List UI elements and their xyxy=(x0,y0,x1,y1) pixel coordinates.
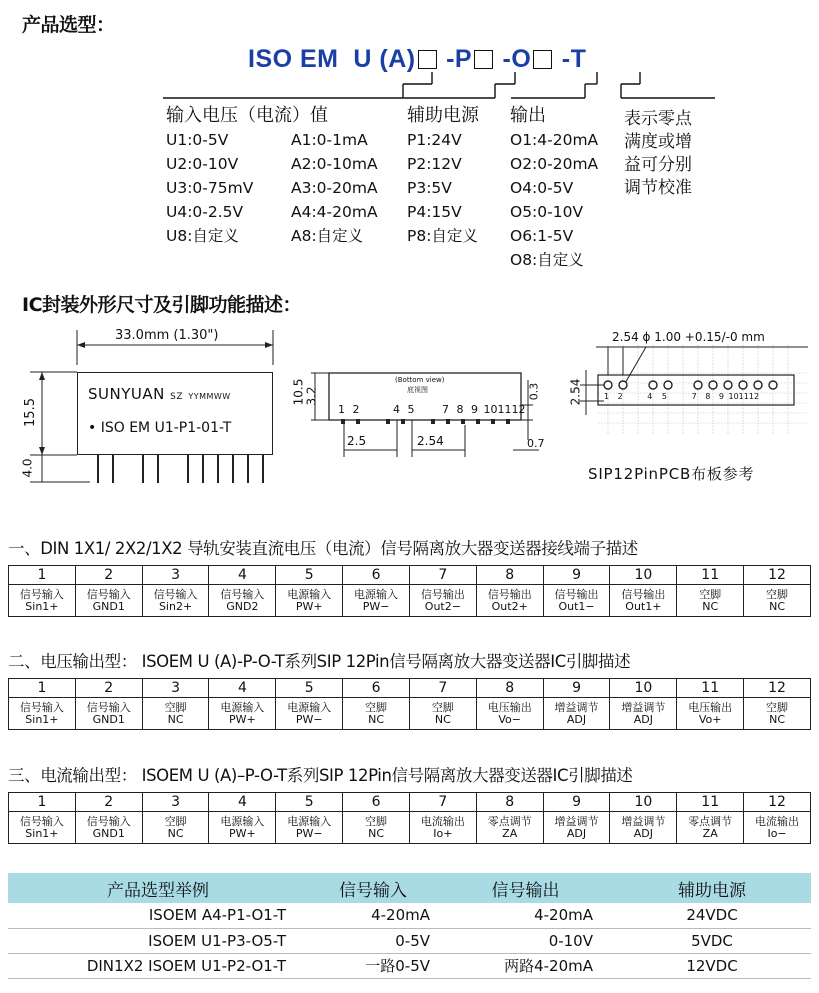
input-options-header: 输入电压（电流）值 xyxy=(166,105,328,126)
t-note-line: 调节校准 xyxy=(624,178,692,198)
package-brand xyxy=(88,385,231,403)
pin-signal: PW+ xyxy=(295,599,323,613)
pin-signal: ADJ xyxy=(633,826,653,840)
pin-desc xyxy=(476,812,543,844)
pin-number: 7 xyxy=(409,566,476,585)
pin-desc xyxy=(677,812,744,844)
model-t-code: -T xyxy=(561,45,587,73)
aux-option: P4:15V xyxy=(407,203,462,221)
pin-num: 5 xyxy=(407,403,415,416)
input-current-option: A1:0-1mA xyxy=(291,131,368,149)
package-part-text: • ISO EM U1-P1-01-T xyxy=(88,420,232,436)
pin-desc xyxy=(75,812,142,844)
pin-number: 5 xyxy=(276,566,343,585)
pin-signal: Io+ xyxy=(433,826,453,840)
pin-number: 9 xyxy=(543,566,610,585)
pin-signal: Out1+ xyxy=(625,599,662,613)
pin-function: 空脚 xyxy=(365,814,388,828)
side-height-label-2: 3.2 xyxy=(304,386,319,406)
pin-function: 增益调节 xyxy=(554,814,599,828)
pin-number: 9 xyxy=(543,793,610,812)
example-input: 4-20mA xyxy=(308,903,438,928)
pin-desc xyxy=(209,585,276,617)
pin-num: 12 xyxy=(748,392,760,401)
pin-number: 3 xyxy=(142,793,209,812)
pin-function: 电压输出 xyxy=(688,700,733,714)
current-pin-table xyxy=(8,792,811,844)
table-row xyxy=(9,812,811,844)
example-power: 5VDC xyxy=(613,928,811,953)
model-input-code: U (A) xyxy=(353,45,416,73)
pin-num: 4 xyxy=(393,403,400,416)
pin-desc xyxy=(75,585,142,617)
pin-signal: ZA xyxy=(702,826,718,840)
pin-num: 11 xyxy=(738,392,749,401)
pin-function: 电源输入 xyxy=(287,700,332,714)
pin-signal: GND1 xyxy=(92,826,125,840)
pin-signal: Vo− xyxy=(498,712,522,726)
pin-function: 电源输入 xyxy=(220,814,265,828)
pin-signal: Out2+ xyxy=(491,599,528,613)
pin-num: 4 xyxy=(647,392,653,401)
pin-number: 4 xyxy=(209,679,276,698)
pin-number: 10 xyxy=(610,793,677,812)
pin-signal: Out2− xyxy=(424,599,461,613)
pin-num: 1 xyxy=(604,392,610,401)
pin-signal: NC xyxy=(167,826,184,840)
pin-number: 8 xyxy=(476,566,543,585)
bottom-pin-numbers xyxy=(338,403,526,416)
example-power: 24VDC xyxy=(613,903,811,928)
pin-desc xyxy=(276,585,343,617)
t-note xyxy=(624,108,692,200)
input-voltage-option: U4:0-2.5V xyxy=(166,203,244,221)
pin-desc xyxy=(9,812,76,844)
pin-function: 信号输出 xyxy=(621,587,666,601)
input-voltage-option: U3:0-75mV xyxy=(166,179,254,197)
pin-desc xyxy=(543,585,610,617)
pin-number: 9 xyxy=(543,679,610,698)
pin-desc xyxy=(142,698,209,730)
pin-function: 零点调节 xyxy=(487,814,532,828)
input-current-option: A8:自定义 xyxy=(291,227,364,245)
pin-number: 4 xyxy=(209,793,276,812)
output-option: O5:0-10V xyxy=(510,203,584,221)
t-note-line: 益可分别 xyxy=(624,155,692,175)
pin-signal: Sin1+ xyxy=(25,712,59,726)
date-code: YYMMWW xyxy=(188,392,231,401)
pin-signal: PW+ xyxy=(229,826,256,840)
pin-function: 增益调节 xyxy=(621,700,666,714)
pin-signal: PW− xyxy=(295,712,323,726)
pin-function: 电源输入 xyxy=(287,587,332,601)
table-row xyxy=(9,793,811,812)
pin-signal: NC xyxy=(368,712,385,726)
pin-number: 12 xyxy=(744,679,811,698)
pin-num: 11 xyxy=(497,403,512,416)
pin-signal: Vo+ xyxy=(698,712,722,726)
pin-signal: NC xyxy=(167,712,184,726)
example-output: 0-10V xyxy=(438,928,613,953)
example-model: ISOEM U1-P3-O5-T xyxy=(8,928,308,953)
pin-signal: Sin1+ xyxy=(25,826,59,840)
pin-signal: Sin1+ xyxy=(25,599,59,613)
pin-number: 12 xyxy=(744,793,811,812)
pin-function: 信号输出 xyxy=(554,587,599,601)
example-output: 两路4-20mA xyxy=(438,953,613,978)
output-option: O2:0-20mA xyxy=(510,155,599,173)
pin-function: 空脚 xyxy=(164,814,187,828)
pin-function: 空脚 xyxy=(164,700,187,714)
example-model: DIN1X2 ISOEM U1-P2-O1-T xyxy=(8,953,308,978)
pin-num: 12 xyxy=(511,403,526,416)
input-current-option: A2:0-10mA xyxy=(291,155,378,173)
examples-header: 产品选型举例 xyxy=(8,873,308,903)
current-output-section xyxy=(8,762,811,844)
pin-signal: ADJ xyxy=(566,712,587,726)
model-output-code: -O xyxy=(502,45,532,73)
pin-desc xyxy=(677,585,744,617)
pin-function: 空脚 xyxy=(431,700,454,714)
pin-number: 1 xyxy=(9,793,76,812)
voltage-pin-table xyxy=(8,678,811,730)
pin-function: 信号输入 xyxy=(220,587,265,601)
table-row xyxy=(9,566,811,585)
pin-desc xyxy=(610,585,677,617)
package-front-view xyxy=(0,325,300,490)
pin-desc xyxy=(409,698,476,730)
pin-desc xyxy=(343,812,410,844)
pcb-pin-numbers xyxy=(604,392,759,401)
t-note-line: 满度或增 xyxy=(624,132,692,152)
pin-function: 电源输入 xyxy=(287,814,332,828)
pin-number: 2 xyxy=(75,566,142,585)
example-input: 0-5V xyxy=(308,928,438,953)
pin-num: 7 xyxy=(691,392,697,401)
din-terminal-section xyxy=(8,535,811,617)
package-body xyxy=(77,372,273,455)
pin-number: 6 xyxy=(343,566,410,585)
pin-number: 6 xyxy=(343,679,410,698)
pin-num: 2 xyxy=(617,392,623,401)
dim-2-54: 2.54 xyxy=(417,434,444,448)
dim-0-7: 0.7 xyxy=(527,437,545,450)
pin-signal: Io− xyxy=(767,826,787,840)
package-height-label: 15.5 xyxy=(22,398,38,427)
selection-examples xyxy=(8,873,811,979)
pin-function: 空脚 xyxy=(766,587,789,601)
pin-number: 7 xyxy=(409,679,476,698)
pin-function: 信号输入 xyxy=(86,587,131,601)
pin-function: 增益调节 xyxy=(621,814,666,828)
example-power: 12VDC xyxy=(613,953,811,978)
pin-signal: PW− xyxy=(362,599,390,613)
section-title-selection: 产品选型： xyxy=(22,14,115,36)
pin-signal: GND2 xyxy=(226,599,259,613)
bottom-view-label-cn: 底视图 xyxy=(407,386,428,394)
din-table-title: 一、DIN 1X1/ 2X2/1X2 导轨安装直流电压（电流）信号隔离放大器变送器接线端子描述 xyxy=(8,539,638,558)
pin-number: 11 xyxy=(677,566,744,585)
pin-signal: PW− xyxy=(295,826,323,840)
table-row xyxy=(8,903,811,928)
pin-number: 4 xyxy=(209,566,276,585)
pin-desc xyxy=(543,698,610,730)
pin-desc xyxy=(476,698,543,730)
aux-options-header: 辅助电源 xyxy=(407,105,479,126)
pin-desc xyxy=(610,812,677,844)
examples-table xyxy=(8,873,811,979)
example-output: 4-20mA xyxy=(438,903,613,928)
pin-signal: ADJ xyxy=(566,826,587,840)
pin-function: 增益调节 xyxy=(554,700,599,714)
pin-num: 8 xyxy=(456,403,464,416)
pin-number: 12 xyxy=(744,566,811,585)
pin-number: 10 xyxy=(610,679,677,698)
pin-desc xyxy=(677,698,744,730)
input-voltage-option: U2:0-10V xyxy=(166,155,239,173)
pin-function: 空脚 xyxy=(766,700,789,714)
pin-num: 1 xyxy=(338,403,345,416)
input-voltage-option: U1:0-5V xyxy=(166,131,229,149)
pin-number: 8 xyxy=(476,793,543,812)
voltage-table-title: 二、电压输出型： ISOEM U (A)-P-O-T系列SIP 12Pin信号隔离放大器变送器IC引脚描述 xyxy=(8,652,631,671)
pin-desc xyxy=(276,698,343,730)
pin-number: 3 xyxy=(142,679,209,698)
pin-num: 7 xyxy=(442,403,449,416)
pin-function: 信号输入 xyxy=(86,700,131,714)
pin-desc xyxy=(744,812,811,844)
table-row xyxy=(9,585,811,617)
pin-number: 3 xyxy=(142,566,209,585)
aux-option: P1:24V xyxy=(407,131,462,149)
pin-function: 信号输入 xyxy=(19,587,64,601)
pin-number: 11 xyxy=(677,679,744,698)
pin-function: 信号输入 xyxy=(153,587,198,601)
pin-num: 2 xyxy=(352,403,360,416)
pin-function: 信号输出 xyxy=(420,587,465,601)
pin-desc xyxy=(343,585,410,617)
pin-signal: NC xyxy=(434,712,451,726)
pin-num: 8 xyxy=(705,392,711,401)
input-options xyxy=(166,104,378,248)
pin-signal: NC xyxy=(368,826,385,840)
pin-signal: GND1 xyxy=(92,599,125,613)
pin-number: 5 xyxy=(276,679,343,698)
pin-desc xyxy=(276,812,343,844)
pin-signal: ADJ xyxy=(633,712,653,726)
pin-desc xyxy=(209,698,276,730)
pin-number: 1 xyxy=(9,566,76,585)
bottom-view-label: (Bottom view) xyxy=(395,376,445,384)
pin-desc xyxy=(610,698,677,730)
input-current-option: A3:0-20mA xyxy=(291,179,378,197)
pin-function: 电流输出 xyxy=(755,814,800,828)
pin-function: 空脚 xyxy=(365,700,388,714)
pin-function: 信号输入 xyxy=(19,814,64,828)
package-bottom-view xyxy=(285,365,555,465)
aux-options xyxy=(407,104,479,248)
table-row xyxy=(8,953,811,978)
output-option: O8:自定义 xyxy=(510,251,584,269)
table-row xyxy=(9,679,811,698)
pin-number: 2 xyxy=(75,679,142,698)
pin-desc xyxy=(343,698,410,730)
pin-signal: GND1 xyxy=(92,712,125,726)
pin-function: 信号输入 xyxy=(86,814,131,828)
pin-function: 电源输入 xyxy=(354,587,399,601)
pin-signal: NC xyxy=(769,599,786,613)
table-row xyxy=(9,698,811,730)
pin-num: 10 xyxy=(728,392,739,401)
pin-function: 空脚 xyxy=(699,587,722,601)
dim-0-3: 0.3 xyxy=(527,382,541,401)
model-aux-code: -P xyxy=(446,45,473,73)
pin-desc xyxy=(75,698,142,730)
examples-header: 信号输入 xyxy=(308,873,438,903)
pin-function: 信号输入 xyxy=(19,700,64,714)
output-options-header: 输出 xyxy=(510,105,546,126)
examples-header: 辅助电源 xyxy=(613,873,811,903)
pcb-dimension-label: 2.54 ϕ 1.00 +0.15/-0 mm xyxy=(612,330,765,344)
section-title-package: IC封装外形尺寸及引脚功能描述： xyxy=(22,294,302,316)
pin-function: 电流输出 xyxy=(420,814,465,828)
dim-2-5: 2.5 xyxy=(347,434,367,448)
pcb-caption: SIP12PinPCB布板参考 xyxy=(588,465,755,483)
pin-signal: Out1− xyxy=(558,599,595,613)
table-header-row xyxy=(8,873,811,903)
input-voltage-option: U8:自定义 xyxy=(166,227,239,245)
input-current-option: A4:4-20mA xyxy=(291,203,378,221)
brand-sz: SZ xyxy=(170,392,184,402)
pin-num: 9 xyxy=(718,392,724,401)
pin-num: 9 xyxy=(471,403,478,416)
examples-header: 信号输出 xyxy=(438,873,613,903)
pcb-layout xyxy=(568,325,818,490)
brand-text: SUNYUAN xyxy=(88,385,165,403)
pin-number: 7 xyxy=(409,793,476,812)
model-prefix: ISO EM xyxy=(248,45,339,73)
pin-signal: NC xyxy=(702,599,719,613)
pin-number: 10 xyxy=(610,566,677,585)
pin-function: 信号输出 xyxy=(487,587,532,601)
pin-num: 10 xyxy=(483,403,498,416)
pin-desc xyxy=(409,812,476,844)
pin-desc xyxy=(9,698,76,730)
pin-function: 零点调节 xyxy=(688,814,733,828)
din-terminal-table xyxy=(8,565,811,617)
output-options xyxy=(510,104,598,272)
pin-desc xyxy=(476,585,543,617)
pin-desc xyxy=(744,698,811,730)
pin-num: 5 xyxy=(661,392,668,401)
pin-desc xyxy=(543,812,610,844)
table-row xyxy=(8,928,811,953)
pin-number: 6 xyxy=(343,793,410,812)
aux-option: P3:5V xyxy=(407,179,452,197)
package-pin-length-label: 4.0 xyxy=(20,458,35,478)
voltage-output-section xyxy=(8,648,811,730)
pin-function: 电压输出 xyxy=(487,700,532,714)
example-input: 一路0-5V xyxy=(308,953,438,978)
pin-number: 8 xyxy=(476,679,543,698)
pin-desc xyxy=(209,812,276,844)
pcb-pitch-label: 2.54 xyxy=(568,378,583,406)
side-height-label: 10.5 xyxy=(291,378,306,406)
output-option: O6:1-5V xyxy=(510,227,574,245)
pin-number: 11 xyxy=(677,793,744,812)
example-model: ISOEM A4-P1-O1-T xyxy=(8,903,308,928)
pin-number: 2 xyxy=(75,793,142,812)
output-option: O4:0-5V xyxy=(510,179,574,197)
pin-desc xyxy=(9,585,76,617)
package-width-label: 33.0mm (1.30") xyxy=(115,328,219,343)
pin-function: 电源输入 xyxy=(220,700,265,714)
t-note-line: 表示零点 xyxy=(624,109,692,129)
pin-number: 1 xyxy=(9,679,76,698)
pin-desc xyxy=(142,585,209,617)
pin-number: 5 xyxy=(276,793,343,812)
current-table-title: 三、电流输出型： ISOEM U (A)–P-O-T系列SIP 12Pin信号隔离放大器变送器IC引脚描述 xyxy=(8,766,633,785)
pin-signal: ZA xyxy=(502,826,518,840)
aux-option: P8:自定义 xyxy=(407,227,478,245)
output-option: O1:4-20mA xyxy=(510,131,599,149)
aux-option: P2:12V xyxy=(407,155,462,173)
pin-signal: NC xyxy=(769,712,786,726)
pin-desc xyxy=(409,585,476,617)
pin-signal: Sin2+ xyxy=(158,599,193,613)
pin-signal: PW+ xyxy=(229,712,256,726)
pin-desc xyxy=(744,585,811,617)
pin-desc xyxy=(142,812,209,844)
